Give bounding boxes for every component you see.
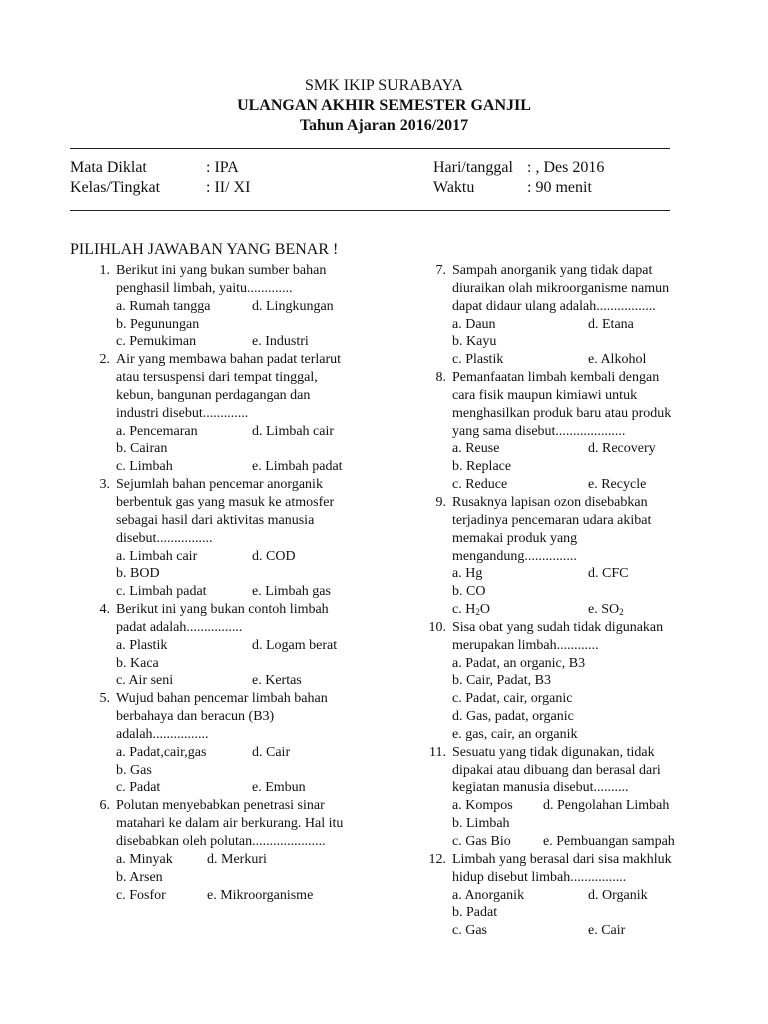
option-a: a. Pencemaran	[116, 423, 198, 439]
option-d: d. Lingkungan	[252, 298, 334, 314]
question-number: 10.	[428, 619, 446, 635]
option-b: b. Padat	[452, 905, 498, 921]
option-b: b. Replace	[452, 459, 512, 475]
question-line: padat adalah................	[116, 619, 243, 635]
option-d: d. Cair	[252, 744, 291, 760]
question-line: Rusaknya lapisan ozon disebabkan	[452, 494, 648, 510]
date-value: : , Des 2016	[527, 159, 605, 176]
question-line: kebun, bangunan perdagangan dan	[116, 387, 311, 403]
class-value: : II/ XI	[206, 179, 251, 196]
option-b: b. Pegunungan	[116, 316, 200, 332]
option-a: a. Padat,cair,gas	[116, 744, 207, 760]
question-line: Sisa obat yang sudah tidak digunakan	[452, 619, 664, 635]
question-line: adalah................	[116, 726, 209, 742]
class-label: Kelas/Tingkat	[70, 179, 161, 196]
option-e: e. Industri	[252, 334, 309, 350]
question-line: mengandung...............	[452, 548, 577, 564]
question-number: 5.	[99, 691, 110, 707]
question-number: 12.	[428, 851, 446, 867]
question-10	[406, 619, 706, 744]
option-a: a. Daun	[452, 316, 496, 332]
option-e: e. Recycle	[588, 477, 647, 493]
question-line: disebabkan oleh polutan.....................	[116, 834, 326, 849]
subject-label: Mata Diklat	[70, 159, 147, 176]
option-d: d. Gas, padat, organic	[452, 709, 574, 725]
option-a: a. Anorganik	[452, 887, 525, 903]
option-b: b. Kayu	[452, 334, 497, 350]
questions-right-column	[406, 262, 706, 940]
question-5	[70, 690, 390, 797]
time-label: Waktu	[433, 179, 475, 196]
option-d: d. Limbah cair	[252, 423, 335, 439]
question-line: atau tersuspensi dari tempat tinggal,	[116, 370, 318, 386]
info-right	[433, 158, 673, 198]
header-divider-bottom	[70, 210, 670, 211]
question-line: menghasilkan produk baru atau produk	[452, 405, 672, 421]
school-name: SMK IKIP SURABAYA	[305, 77, 463, 94]
question-line: diuraikan olah mikroorganisme namun	[452, 280, 670, 296]
option-c: c. Padat	[116, 780, 161, 796]
option-b: b. Cair, Padat, B3	[452, 673, 551, 689]
question-line: memakai produk yang	[452, 530, 578, 546]
question-line: Pemanfaatan limbah kembali dengan	[452, 370, 660, 386]
document-header	[0, 76, 768, 136]
option-c: c. $H_2O$	[452, 602, 490, 618]
option-a: a. Padat, an organic, B3	[452, 655, 586, 671]
questions-left-column	[70, 262, 390, 904]
question-line: Berikut ini yang bukan contoh limbah	[116, 602, 329, 618]
question-number: 3.	[99, 477, 110, 493]
question-number: 8.	[435, 370, 446, 386]
option-e: e. Kertas	[252, 673, 302, 689]
option-e: e. gas, cair, an organik	[452, 726, 578, 742]
option-a: a. Limbah cair	[116, 548, 198, 564]
question-line: Air yang membawa bahan padat terlarut	[116, 352, 342, 368]
question-line: sebagai hasil dari aktivitas manusia	[116, 512, 315, 528]
option-b: b. Limbah	[452, 816, 510, 832]
question-line: merupakan limbah............	[452, 637, 599, 653]
option-d: d. Organik	[588, 887, 648, 903]
question-number: 1.	[99, 263, 110, 278]
question-9	[406, 494, 706, 619]
option-e: e. Cair	[588, 923, 626, 939]
option-c: c. Air seni	[116, 673, 174, 689]
subject-value: : IPA	[206, 159, 239, 176]
question-line: Sampah anorganik yang tidak dapat	[452, 263, 653, 278]
question-7	[406, 262, 706, 369]
option-a: a. Reuse	[452, 441, 500, 457]
question-line: kegiatan manusia disebut..........	[452, 780, 629, 796]
option-b: b. Gas	[116, 762, 152, 778]
question-12	[406, 851, 706, 940]
academic-year: Tahun Ajaran 2016/2017	[299, 117, 469, 134]
time-value: : 90 menit	[527, 179, 592, 196]
option-d: d. CFC	[588, 566, 629, 582]
option-b: b. Cairan	[116, 441, 168, 457]
question-line: penghasil limbah, yaitu.............	[116, 280, 293, 296]
option-c: c. Limbah	[116, 459, 173, 475]
option-a: a. Kompos	[452, 798, 513, 814]
option-b: b. BOD	[116, 566, 160, 582]
question-number: 2.	[99, 352, 110, 368]
question-line: terjadinya pencemaran udara akibat	[452, 512, 652, 528]
option-d: d. Merkuri	[207, 851, 267, 867]
question-line: disebut................	[116, 530, 213, 546]
question-line: Sesuatu yang tidak digunakan, tidak	[452, 744, 655, 760]
question-number: 6.	[99, 798, 110, 814]
info-left	[70, 158, 370, 198]
option-e: e. Limbah padat	[252, 459, 343, 475]
option-d: d. Etana	[588, 316, 634, 332]
option-b: b. CO	[452, 584, 486, 600]
question-8	[406, 369, 706, 494]
header-divider-top	[70, 148, 670, 149]
option-e: e. $SO_2$	[588, 602, 624, 618]
question-line: industri disebut.............	[116, 405, 249, 421]
question-line: Wujud bahan pencemar limbah bahan	[116, 691, 328, 707]
question-line: hidup disebut limbah................	[452, 869, 627, 885]
question-line: Polutan menyebabkan penetrasi sinar	[116, 798, 325, 814]
question-line: cara fisik maupun kimiawi untuk	[452, 387, 638, 403]
option-c: c. Padat, cair, organic	[452, 691, 573, 707]
option-c: c. Reduce	[452, 477, 508, 493]
option-d: d. Recovery	[588, 441, 656, 457]
question-line: yang sama disebut....................	[452, 423, 626, 439]
question-11	[406, 744, 706, 851]
question-line: Berikut ini yang bukan sumber bahan	[116, 263, 327, 278]
option-e: e. Alkohol	[588, 352, 647, 368]
question-line: dapat didaur ulang adalah.................	[452, 298, 656, 314]
question-line: Limbah yang berasal dari sisa makhluk	[452, 851, 672, 867]
option-d: d. Pengolahan Limbah	[543, 798, 670, 814]
option-a: a. Hg	[452, 566, 483, 582]
question-line: matahari ke dalam air berkurang. Hal itu	[116, 816, 344, 832]
question-number: 9.	[435, 494, 446, 510]
option-e: e. Embun	[252, 780, 306, 796]
instruction: PILIHLAH JAWABAN YANG BENAR !	[70, 241, 339, 258]
option-e: e. Pembuangan sampah	[543, 834, 675, 849]
question-number: 4.	[99, 602, 110, 618]
option-a: a. Plastik	[116, 637, 168, 653]
option-a: a. Rumah tangga	[116, 298, 211, 314]
option-b: b. Kaca	[116, 655, 159, 671]
option-d: d. COD	[252, 548, 296, 564]
option-e: e. Limbah gas	[252, 584, 331, 600]
option-c: c. Gas Bio	[452, 834, 511, 849]
option-a: a. Minyak	[116, 851, 173, 867]
question-4	[70, 601, 390, 690]
question-1	[70, 262, 390, 351]
question-6	[70, 797, 390, 904]
question-2	[70, 351, 390, 476]
option-e: e. Mikroorganisme	[207, 887, 314, 903]
option-b: b. Arsen	[116, 869, 163, 885]
question-line: berbahaya dan beracun (B3)	[116, 709, 275, 725]
option-d: d. Logam berat	[252, 637, 338, 653]
question-number: 11.	[429, 744, 446, 760]
question-line: Sejumlah bahan pencemar anorganik	[116, 477, 323, 493]
question-number: 7.	[435, 263, 446, 278]
option-c: c. Gas	[452, 923, 487, 939]
exam-title: ULANGAN AKHIR SEMESTER GANJIL	[237, 97, 531, 114]
option-c: c. Fosfor	[116, 887, 166, 903]
option-c: c. Limbah padat	[116, 584, 207, 600]
question-line: dipakai atau dibuang dan berasal dari	[452, 762, 661, 778]
question-3	[70, 476, 390, 601]
date-label: Hari/tanggal	[433, 159, 513, 176]
option-c: c. Pemukiman	[116, 334, 197, 350]
question-line: berbentuk gas yang masuk ke atmosfer	[116, 494, 335, 510]
option-c: c. Plastik	[452, 352, 504, 368]
